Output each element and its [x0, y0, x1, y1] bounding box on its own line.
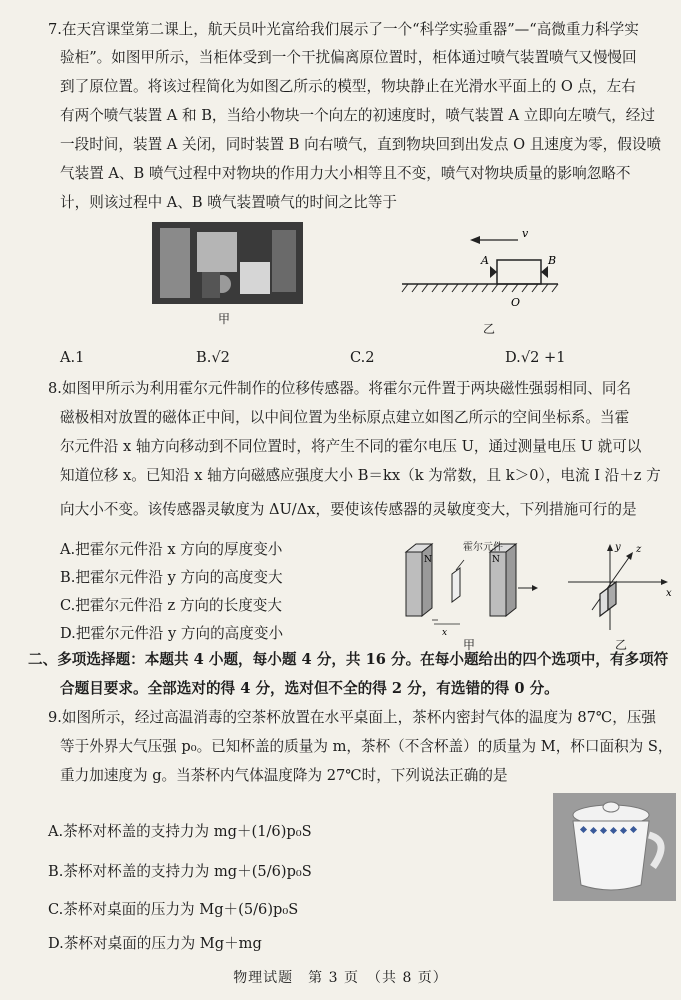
q8-magnet-n-right: N — [492, 555, 500, 565]
q7-fig-yi-caption: 乙 — [483, 322, 496, 336]
q7-label-a: A — [481, 254, 489, 267]
q9-line-1: 9.如图所示，经过高温消毒的空茶杯放置在水平桌面上，茶杯内密封气体的温度为 87℃，压强 — [48, 709, 657, 726]
q8-axis-x-label: x — [666, 588, 672, 599]
q7-line-3: 到了原位置。将该过程简化为如图乙所示的模型，物块静止在光滑水平面上的 O 点，左右 — [60, 78, 636, 95]
q8-line-3: 尔元件沿 x 轴方向移动到不同位置时，将产生不同的霍尔电压 U，通过测量电压 U 就可以 — [60, 438, 642, 455]
q8-line-5: 向大小不变。该传感器灵敏度为 ΔU/Δx，要使该传感器的灵敏度变大，下列措施可行的是 — [60, 501, 637, 518]
q7-label-o: O — [511, 296, 521, 309]
q8-hall-label: 霍尔元件 — [463, 542, 503, 553]
q9-option-d: D.茶杯对桌面的压力为 Mg＋mg — [48, 935, 262, 952]
q7-option-a: A.1 — [60, 349, 85, 366]
q7-line-6: 气装置 A、B 喷气过程中对物块的作用力大小相等且不变，喷气对物块质量的影响忽略不 — [60, 165, 631, 182]
section-2-line-2: 合题目要求。全部选对的得 4 分，选对但不全的得 2 分，有选错的得 0 分。 — [60, 680, 559, 697]
q8-option-d: D.把霍尔元件沿 y 方向的高度变小 — [60, 625, 284, 642]
q9-teacup-photo — [553, 793, 676, 901]
q7-line-7: 计，则该过程中 A、B 喷气装置喷气的时间之比等于 — [60, 194, 398, 211]
q8-option-a: A.把霍尔元件沿 x 方向的厚度变小 — [60, 541, 283, 558]
q7-fig-jia-caption: 甲 — [218, 312, 231, 326]
q7-label-v: v — [522, 227, 529, 240]
q7-photo-jia — [152, 222, 303, 304]
q8-axis-y-label: y — [615, 542, 621, 553]
q7-option-b: B.√2 — [196, 349, 230, 366]
q9-option-c: C.茶杯对桌面的压力为 Mg＋(5/6)p₀S — [48, 901, 299, 918]
q8-fig-jia-caption: 甲 — [463, 638, 476, 652]
q9-option-b: B.茶杯对杯盖的支持力为 mg＋(5/6)p₀S — [48, 863, 312, 880]
q7-line-2: 验柜”。如图甲所示，当柜体受到一个干扰偏离原位置时，柜体通过喷气装置喷气又慢慢回 — [60, 49, 637, 66]
q9-option-a: A.茶杯对杯盖的支持力为 mg＋(1/6)p₀S — [48, 823, 312, 840]
q8-jia-x-label: x — [442, 628, 448, 638]
q8-magnet-n-left: N — [424, 555, 432, 565]
q9-line-2: 等于外界大气压强 p₀。已知杯盖的质量为 m，茶杯（不含杯盖）的质量为 M，杯口面积为 S， — [60, 738, 673, 755]
q8-line-4: 知道位移 x。已知沿 x 轴方向磁感应强度大小 B＝kx（k 为常数，且 k＞0），电流 I 沿＋z 方 — [60, 467, 661, 484]
q8-option-c: C.把霍尔元件沿 z 方向的长度变大 — [60, 597, 282, 614]
q7-option-d: D.√2 +1 — [505, 349, 566, 366]
q8-line-1: 8.如图甲所示为利用霍尔元件制作的位移传感器。将霍尔元件置于两块磁性强弱相同、同名 — [48, 380, 632, 397]
q7-line-4: 有两个喷气装置 A 和 B，当给小物块一个向左的初速度时，喷气装置 A 立即向左喷气，经过 — [60, 107, 655, 124]
q8-diagram-yi — [566, 540, 670, 640]
q9-line-3: 重力加速度为 g。当茶杯内气体温度降为 27℃时，下列说法正确的是 — [60, 767, 508, 784]
q7-diagram-yi — [400, 228, 560, 318]
q8-line-2: 磁极相对放置的磁体正中间，以中间位置为坐标原点建立如图乙所示的空间坐标系。当霍 — [60, 409, 630, 426]
q7-option-c: C.2 — [350, 349, 375, 366]
q8-option-b: B.把霍尔元件沿 y 方向的高度变大 — [60, 569, 283, 586]
page-footer: 物理试题 第 3 页 （共 8 页） — [233, 970, 448, 986]
q7-line-5: 一段时间，装置 A 关闭，同时装置 B 向右喷气，直到物块回到出发点 O 且速度为零，假设喷 — [60, 136, 662, 153]
section-2-line-1: 二、多项选择题：本题共 4 小题，每小题 4 分，共 16 分。在每小题给出的四个选项中，有多项符 — [28, 651, 669, 668]
q8-fig-yi-caption: 乙 — [615, 638, 628, 652]
q7-line-1: 7.在天宫课堂第二课上，航天员叶光富给我们展示了一个“科学实验重器”—“高微重力科学实 — [48, 21, 639, 38]
q8-axis-z-label: z — [636, 544, 642, 555]
q7-label-b: B — [548, 254, 557, 267]
q8-diagram-jia — [400, 538, 540, 638]
